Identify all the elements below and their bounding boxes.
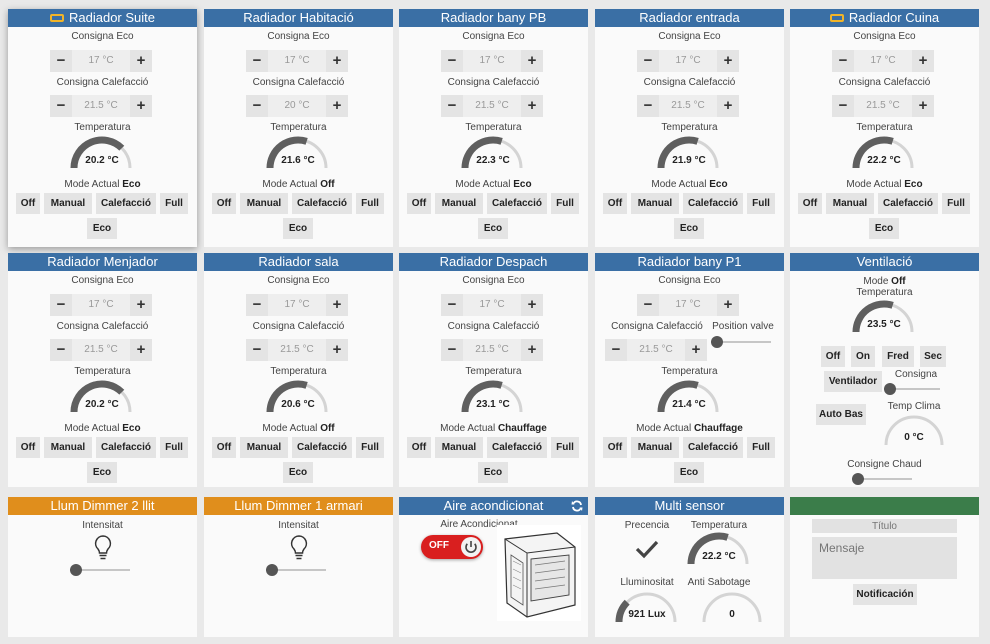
aire-card (399, 497, 588, 637)
consigna-calef-label: Consigna Calefacció (447, 321, 540, 332)
setpoint-value: 17 °C (268, 50, 326, 72)
refresh-icon[interactable] (571, 500, 583, 512)
increase-button[interactable]: + (130, 294, 152, 316)
increase-button[interactable]: + (326, 95, 348, 117)
consigna-eco-label: Consigna Eco (267, 275, 330, 286)
decrease-button[interactable]: − (441, 50, 463, 72)
mode-actual-value: Chauffage (497, 423, 547, 434)
mode-actual-text: Mode Actual (262, 423, 318, 434)
card-title: Radiador sala (258, 254, 339, 269)
intensitat-label: Intensitat (278, 520, 319, 531)
card-header (204, 497, 393, 515)
mode-calefaccio-button[interactable]: Calefacció (878, 193, 938, 214)
gauge-value: 21.6 °C (281, 155, 315, 166)
consigna-eco-stepper (832, 50, 934, 72)
setpoint-value: 21.5 °C (72, 339, 130, 361)
mode-actual-label (790, 179, 979, 190)
consigna-eco-label: Consigna Eco (462, 275, 525, 286)
vent-sec-button[interactable]: Sec (920, 346, 946, 367)
temperature-gauge (266, 136, 330, 170)
gauge-value: 21.4 °C (672, 399, 706, 410)
mode-full-button[interactable]: Full (942, 193, 970, 214)
mode-actual-value: Eco (513, 179, 532, 190)
mode-actual-value: Eco (709, 179, 728, 190)
increase-button[interactable]: + (326, 294, 348, 316)
mode-calefaccio-button[interactable]: Calefacció (96, 193, 156, 214)
decrease-button[interactable]: − (637, 294, 659, 316)
setpoint-value: 17 °C (463, 50, 521, 72)
ventilacio-mode-label (790, 276, 979, 287)
mode-actual-value: Eco (122, 423, 141, 434)
lluminositat-gauge (615, 590, 679, 624)
decrease-button[interactable]: − (50, 95, 72, 117)
mode-eco-button[interactable]: Eco (869, 218, 899, 239)
intensitat-label: Intensitat (82, 520, 123, 531)
power-icon (461, 537, 481, 557)
mode-off-button[interactable]: Off (603, 193, 627, 214)
gauge-value: 20.6 °C (281, 399, 315, 410)
increase-button[interactable]: + (130, 95, 152, 117)
mode-calefaccio-button[interactable]: Calefacció (292, 193, 352, 214)
mode-actual-label (399, 179, 588, 190)
temperatura-label: Temperatura (74, 122, 131, 133)
radiator-card (204, 9, 393, 247)
vent-off-button[interactable]: Off (821, 346, 845, 367)
consigne-chaud-slider[interactable] (852, 473, 912, 485)
consigna-eco-stepper (50, 294, 152, 316)
lightbulb-icon (94, 535, 112, 561)
card-header (790, 497, 979, 515)
consigna-calef-label: Consigna Calefacció (643, 77, 736, 88)
slider-handle[interactable] (852, 473, 864, 485)
card-title: Radiador entrada (639, 10, 740, 25)
consigna-calef-label: Consigna Calefacció (56, 321, 149, 332)
consigna-calef-label: Consigna Calefacció (447, 77, 540, 88)
intensitat-slider[interactable] (70, 564, 130, 576)
battery-icon (830, 14, 844, 22)
card-title: Ventilació (856, 254, 913, 269)
setpoint-value: 21.5 °C (268, 339, 326, 361)
radiator-card (595, 9, 784, 247)
mode-full-button[interactable]: Full (160, 193, 188, 214)
gauge-value: 20.2 °C (85, 399, 119, 410)
mensaje-textarea[interactable] (812, 537, 957, 579)
gauge-value: 23.1 °C (476, 399, 510, 410)
mode-off-button[interactable]: Off (798, 193, 822, 214)
mode-actual-label (399, 423, 588, 434)
mode-actual-value: Eco (122, 179, 141, 190)
setpoint-value: 17 °C (72, 294, 130, 316)
temp-clima-label: Temp Clima (887, 401, 941, 412)
mode-actual-text: Mode Actual (64, 179, 120, 190)
air-conditioner-image (497, 525, 581, 621)
mode-value: Off (891, 276, 906, 287)
card-header (204, 253, 393, 271)
consigna-eco-label: Consigna Eco (267, 31, 330, 42)
increase-button[interactable]: + (130, 50, 152, 72)
mode-off-button[interactable]: Off (407, 437, 431, 458)
gauge-value: 22.3 °C (476, 155, 510, 166)
mode-actual-label (595, 179, 784, 190)
radiator-card (399, 9, 588, 247)
dimmer-card (8, 497, 197, 637)
card-header (790, 9, 979, 27)
consigna-eco-label: Consigna Eco (658, 31, 721, 42)
setpoint-value: 21.5 °C (659, 95, 717, 117)
decrease-button[interactable]: − (246, 50, 268, 72)
gauge-value: 22.2 °C (867, 155, 901, 166)
setpoint-value: 17 °C (72, 50, 130, 72)
consigne-chaud-label: Consigne Chaud (847, 459, 922, 470)
card-title: Multi sensor (654, 498, 725, 513)
mode-off-button[interactable]: Off (16, 193, 40, 214)
gauge-value: 20.2 °C (85, 155, 119, 166)
card-header (204, 9, 393, 27)
mode-actual-text: Mode Actual (440, 423, 496, 434)
mode-calefaccio-button[interactable]: Calefacció (487, 437, 547, 458)
mode-text: Mode (863, 276, 889, 287)
mode-actual-text: Mode Actual (262, 179, 318, 190)
temp-clima-gauge (882, 413, 946, 447)
mode-actual-value: Chauffage (693, 423, 743, 434)
card-header (399, 253, 588, 271)
mode-full-button[interactable]: Full (551, 193, 579, 214)
mode-actual-value: Eco (904, 179, 923, 190)
lluminositat-label: Lluminositat (620, 577, 674, 588)
mode-actual-label (8, 423, 197, 434)
radiator-card (8, 253, 197, 487)
temperature-gauge (70, 380, 134, 414)
consigna-eco-stepper (441, 294, 543, 316)
consigna-calef-stepper (832, 95, 934, 117)
consigna-calef-label: Consigna Calefacció (838, 77, 931, 88)
ventilacio-card (790, 253, 979, 487)
mode-actual-text: Mode Actual (455, 179, 511, 190)
decrease-button[interactable]: − (50, 50, 72, 72)
card-title: Radiador Menjador (47, 254, 158, 269)
consigna-eco-stepper (637, 50, 739, 72)
decrease-button[interactable]: − (441, 294, 463, 316)
decrease-button[interactable]: − (832, 50, 854, 72)
vent-auto-bas-button[interactable]: Auto Bas (816, 404, 866, 425)
slider-handle[interactable] (711, 336, 723, 348)
slider-handle[interactable] (884, 383, 896, 395)
consigna-calef-label: Consigna Calefacció (611, 321, 703, 332)
aire-power-toggle[interactable] (421, 535, 483, 559)
consigna-calef-stepper (246, 95, 348, 117)
mode-eco-button[interactable]: Eco (283, 462, 313, 483)
mode-off-button[interactable]: Off (407, 193, 431, 214)
position-valve-label: Position valve (712, 321, 774, 332)
mode-manual-button[interactable]: Manual (631, 193, 679, 214)
aire-acondicionat-label: Aire Acondicionat (440, 519, 518, 530)
decrease-button[interactable]: − (832, 95, 854, 117)
setpoint-value: 21.5 °C (72, 95, 130, 117)
increase-button[interactable]: + (521, 294, 543, 316)
consigna-calef-stepper (50, 95, 152, 117)
multisensor-card (595, 497, 784, 637)
mode-eco-button[interactable]: Eco (87, 462, 117, 483)
radiator-card (8, 9, 197, 247)
battery-icon (50, 14, 64, 22)
card-title: Radiador Despach (439, 254, 548, 269)
card-title: Radiador bany PB (440, 10, 547, 25)
toggle-state-text: OFF (429, 540, 449, 551)
mode-full-button[interactable]: Full (160, 437, 188, 458)
consigna-calef-stepper (637, 95, 739, 117)
decrease-button[interactable]: − (637, 95, 659, 117)
card-header (8, 497, 197, 515)
consigna-eco-label: Consigna Eco (462, 31, 525, 42)
temperatura-label: Temperatura (465, 122, 522, 133)
multisensor-temp-label: Temperatura (690, 520, 748, 531)
card-header (790, 253, 979, 271)
mode-manual-button[interactable]: Manual (826, 193, 874, 214)
notification-card (790, 497, 979, 637)
titulo-input[interactable] (812, 519, 957, 533)
mode-full-button[interactable]: Full (356, 437, 384, 458)
increase-button[interactable]: + (717, 294, 739, 316)
mode-calefaccio-button[interactable]: Calefacció (96, 437, 156, 458)
vent-ventilador-button[interactable]: Ventilador (824, 371, 882, 392)
increase-button[interactable]: + (685, 339, 707, 361)
temperatura-label: Temperatura (74, 366, 131, 377)
mode-actual-text: Mode Actual (846, 179, 902, 190)
mode-full-button[interactable]: Full (356, 193, 384, 214)
card-title: Radiador Suite (69, 10, 155, 25)
mode-calefaccio-button[interactable]: Calefacció (292, 437, 352, 458)
increase-button[interactable]: + (521, 50, 543, 72)
temperature-gauge (266, 380, 330, 414)
consigna-calef-label: Consigna Calefacció (56, 77, 149, 88)
consigna-eco-stepper (441, 50, 543, 72)
vent-consigna-slider[interactable] (884, 383, 940, 395)
gauge-value: 22.2 °C (702, 551, 736, 562)
consigna-eco-stepper (637, 294, 739, 316)
lightbulb-icon (290, 535, 308, 561)
mode-manual-button[interactable]: Manual (44, 437, 92, 458)
radiator-card (399, 253, 588, 487)
gauge-value: 0 (729, 609, 735, 620)
card-header (399, 497, 588, 515)
mode-calefaccio-button[interactable]: Calefacció (683, 437, 743, 458)
card-header (595, 253, 784, 271)
notificacion-button[interactable]: Notificación (853, 584, 917, 605)
card-title: Radiador Cuina (848, 10, 940, 25)
setpoint-value: 17 °C (659, 294, 717, 316)
precencia-label: Precencia (624, 520, 670, 531)
card-header (595, 9, 784, 27)
increase-button[interactable]: + (521, 95, 543, 117)
mode-manual-button[interactable]: Manual (631, 437, 679, 458)
card-header (399, 9, 588, 27)
vent-consigna-label: Consigna (894, 369, 938, 380)
slider-handle[interactable] (70, 564, 82, 576)
mode-actual-label (8, 179, 197, 190)
consigna-eco-stepper (246, 294, 348, 316)
mode-eco-button[interactable]: Eco (674, 218, 704, 239)
mode-actual-text: Mode Actual (64, 423, 120, 434)
card-title: Radiador Habitació (243, 10, 354, 25)
temperature-gauge (852, 136, 916, 170)
temperature-gauge (70, 136, 134, 170)
mode-full-button[interactable]: Full (747, 437, 775, 458)
decrease-button[interactable]: − (246, 339, 268, 361)
decrease-button[interactable]: − (637, 50, 659, 72)
decrease-button[interactable]: − (441, 339, 463, 361)
vent-fred-button[interactable]: Fred (882, 346, 914, 367)
temperature-gauge (657, 136, 721, 170)
radiator-card (595, 253, 784, 487)
dimmer-card (204, 497, 393, 637)
decrease-button[interactable]: − (246, 95, 268, 117)
consigna-eco-label: Consigna Eco (71, 31, 134, 42)
intensitat-slider[interactable] (266, 564, 326, 576)
mode-actual-text: Mode Actual (636, 423, 692, 434)
setpoint-value: 17 °C (659, 50, 717, 72)
increase-button[interactable]: + (521, 339, 543, 361)
anti-sabotage-label: Anti Sabotage (687, 577, 751, 588)
mode-actual-value: Off (320, 179, 335, 190)
gauge-value: 0 °C (904, 432, 924, 443)
mode-manual-button[interactable]: Manual (240, 437, 288, 458)
mode-actual-label (204, 179, 393, 190)
setpoint-value: 17 °C (463, 294, 521, 316)
mode-full-button[interactable]: Full (747, 193, 775, 214)
ventilacio-temperatura-label: Temperatura (856, 287, 913, 298)
gauge-value: 21.9 °C (672, 155, 706, 166)
gauge-value: 921 Lux (628, 609, 666, 620)
mode-manual-button[interactable]: Manual (240, 193, 288, 214)
radiator-card (204, 253, 393, 487)
card-header (595, 497, 784, 515)
card-title: Llum Dimmer 1 armari (234, 498, 363, 513)
temperature-gauge (461, 380, 525, 414)
consigna-eco-stepper (50, 50, 152, 72)
setpoint-value: 20 °C (268, 95, 326, 117)
mode-actual-text: Mode Actual (651, 179, 707, 190)
mode-calefaccio-button[interactable]: Calefacció (487, 193, 547, 214)
ventilacio-temperature-gauge (852, 300, 916, 334)
mode-actual-value: Off (320, 423, 335, 434)
increase-button[interactable]: + (912, 50, 934, 72)
temperatura-label: Temperatura (856, 122, 913, 133)
consigna-eco-stepper (246, 50, 348, 72)
mode-manual-button[interactable]: Manual (435, 193, 483, 214)
increase-button[interactable]: + (717, 95, 739, 117)
mode-actual-label (204, 423, 393, 434)
temperatura-label: Temperatura (465, 366, 522, 377)
card-title: Llum Dimmer 2 llit (50, 498, 155, 513)
radiator-card (790, 9, 979, 247)
consigna-calef-stepper (441, 95, 543, 117)
decrease-button[interactable]: − (441, 95, 463, 117)
temperatura-label: Temperatura (270, 366, 327, 377)
setpoint-value: 21.5 °C (463, 95, 521, 117)
card-title: Radiador bany P1 (637, 254, 742, 269)
setpoint-value: 17 °C (854, 50, 912, 72)
consigna-calef-stepper (246, 339, 348, 361)
mode-eco-button[interactable]: Eco (478, 218, 508, 239)
increase-button[interactable]: + (326, 50, 348, 72)
setpoint-value: 21.5 °C (854, 95, 912, 117)
consigna-eco-label: Consigna Eco (658, 275, 721, 286)
mode-off-button[interactable]: Off (212, 193, 236, 214)
position-valve-slider[interactable] (711, 336, 771, 348)
mode-eco-button[interactable]: Eco (478, 462, 508, 483)
consigna-calef-label: Consigna Calefacció (252, 321, 345, 332)
increase-button[interactable]: + (130, 339, 152, 361)
temperatura-label: Temperatura (661, 122, 718, 133)
decrease-button[interactable]: − (50, 294, 72, 316)
consigna-calef-label: Consigna Calefacció (252, 77, 345, 88)
gauge-value: 23.5 °C (867, 319, 901, 330)
mode-manual-button[interactable]: Manual (435, 437, 483, 458)
temperatura-label: Temperatura (270, 122, 327, 133)
consigna-calef-stepper (50, 339, 152, 361)
checkmark-icon (635, 539, 659, 559)
card-title: Aire acondicionat (443, 498, 544, 513)
slider-handle[interactable] (266, 564, 278, 576)
consigna-calef-stepper (441, 339, 543, 361)
mode-calefaccio-button[interactable]: Calefacció (683, 193, 743, 214)
decrease-button[interactable]: − (605, 339, 627, 361)
temperature-gauge (657, 380, 721, 414)
consigna-eco-label: Consigna Eco (71, 275, 134, 286)
card-header (8, 9, 197, 27)
increase-button[interactable]: + (326, 339, 348, 361)
decrease-button[interactable]: − (50, 339, 72, 361)
mode-eco-button[interactable]: Eco (674, 462, 704, 483)
temperatura-label: Temperatura (661, 366, 718, 377)
consigna-eco-label: Consigna Eco (853, 31, 916, 42)
vent-on-button[interactable]: On (851, 346, 875, 367)
mode-actual-label (595, 423, 784, 434)
increase-button[interactable]: + (912, 95, 934, 117)
mode-off-button[interactable]: Off (16, 437, 40, 458)
setpoint-value: 17 °C (268, 294, 326, 316)
increase-button[interactable]: + (717, 50, 739, 72)
card-header (8, 253, 197, 271)
mode-eco-button[interactable]: Eco (87, 218, 117, 239)
mode-eco-button[interactable]: Eco (283, 218, 313, 239)
multisensor-temp-gauge (687, 532, 751, 566)
mode-off-button[interactable]: Off (603, 437, 627, 458)
consigna-calef-stepper (605, 339, 707, 361)
decrease-button[interactable]: − (246, 294, 268, 316)
setpoint-value: 21.5 °C (463, 339, 521, 361)
mode-off-button[interactable]: Off (212, 437, 236, 458)
mode-manual-button[interactable]: Manual (44, 193, 92, 214)
mode-full-button[interactable]: Full (551, 437, 579, 458)
setpoint-value: 21.5 °C (627, 339, 685, 361)
anti-sabotage-gauge (700, 590, 764, 624)
temperature-gauge (461, 136, 525, 170)
